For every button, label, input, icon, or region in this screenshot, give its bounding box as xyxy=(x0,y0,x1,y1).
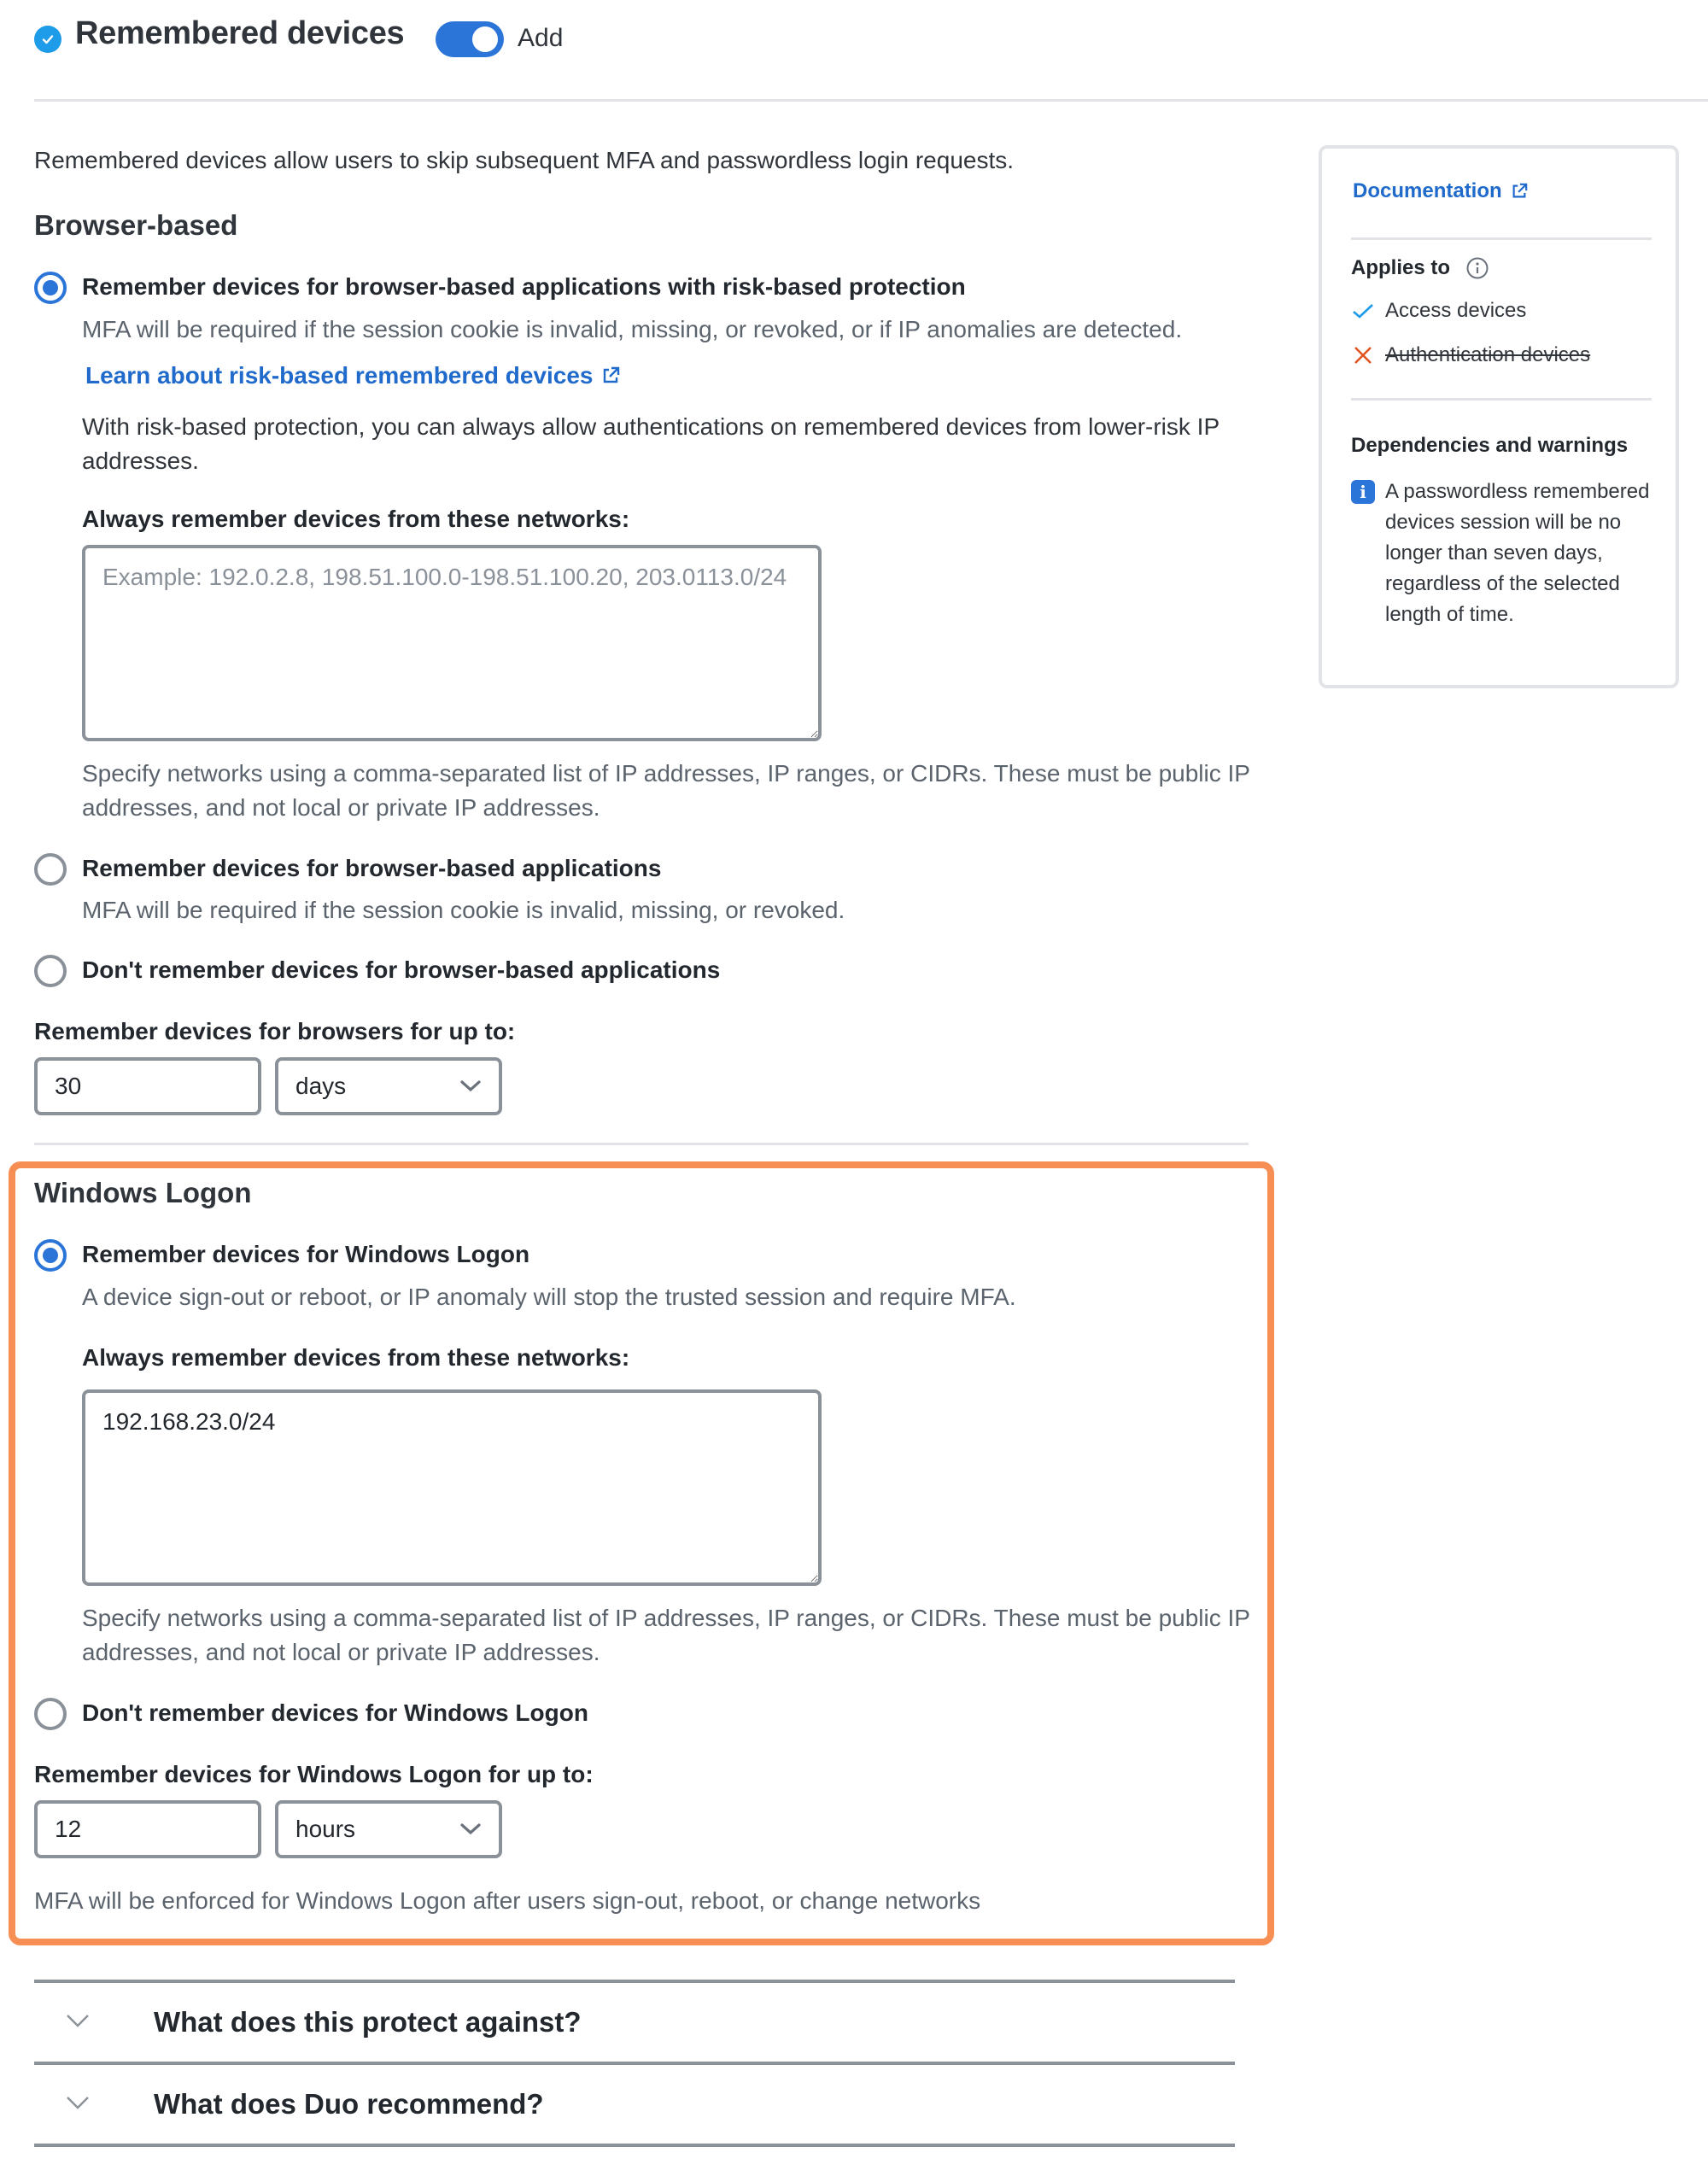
deps-warning xyxy=(1351,477,1650,630)
option-label: Remember devices for browser-based applications with risk-based protection xyxy=(82,273,966,300)
windows-duration-unit-select[interactable] xyxy=(275,1800,502,1858)
networks-label: Always remember devices from these networks: xyxy=(82,506,630,532)
header-divider xyxy=(34,99,1708,102)
option-label: Remember devices for Windows Logon xyxy=(82,1241,530,1267)
deps-heading: Dependencies and warnings xyxy=(1351,434,1629,457)
check-icon xyxy=(1351,301,1375,321)
info-card xyxy=(1319,145,1679,688)
chevron-down-icon xyxy=(34,2094,154,2115)
chevron-down-icon xyxy=(459,1079,482,1093)
networks-help: Specify networks using a comma-separated list of IP addresses, IP ranges, or CIDRs. These must be public IP addresses, and not local or private IP addresses. xyxy=(82,1605,1250,1665)
windows-heading: Windows Logon xyxy=(34,1177,252,1208)
card-divider xyxy=(1351,237,1652,240)
duration-label: Remember devices for Windows Logon for up to: xyxy=(34,1761,594,1787)
enabled-check-icon xyxy=(34,26,61,53)
windows-duration-input[interactable] xyxy=(34,1800,261,1858)
option-label: Don't remember devices for Windows Logon xyxy=(82,1699,588,1726)
radio-windows-remember[interactable] xyxy=(34,1239,67,1272)
duration-label: Remember devices for browsers for up to: xyxy=(34,1018,516,1044)
networks-help: Specify networks using a comma-separated list of IP addresses, IP ranges, or CIDRs. These must be public IP addresses, and not local or private IP addresses. xyxy=(82,760,1250,821)
risk-based-text: With risk-based protection, you can always allow authentications on remembered devices from lower-risk IP addresses. xyxy=(82,413,1220,474)
option-description: MFA will be required if the session cookie is invalid, missing, or revoked, or if IP anomalies are detected. xyxy=(82,316,1183,342)
browser-duration-input[interactable] xyxy=(34,1057,261,1115)
add-toggle[interactable] xyxy=(436,21,504,57)
applies-item-authentication xyxy=(1351,343,1590,367)
select-value: hours xyxy=(295,1816,356,1842)
link-label: Documentation xyxy=(1353,179,1502,202)
option-description: MFA will be required if the session cookie is invalid, missing, or revoked. xyxy=(82,897,845,923)
warning-text: A passwordless remembered devices session will be no longer than seven days, regardless of the selected length of time. xyxy=(1385,480,1650,626)
heading-text: Applies to xyxy=(1351,256,1451,279)
applies-label: Authentication devices xyxy=(1385,343,1591,366)
radio-windows-dont-remember[interactable] xyxy=(34,1698,67,1730)
browser-heading: Browser-based xyxy=(34,209,238,241)
page-title: Remembered devices xyxy=(75,15,405,51)
external-link-icon xyxy=(601,366,620,385)
section-divider xyxy=(34,1143,1249,1145)
chevron-down-icon xyxy=(459,1822,482,1836)
accordion-title: What does this protect against? xyxy=(154,2006,582,2038)
intro-text: Remembered devices allow users to skip subsequent MFA and passwordless login requests. xyxy=(34,147,1015,173)
option-label: Don't remember devices for browser-based applications xyxy=(82,956,721,983)
applies-to-heading xyxy=(1351,256,1489,280)
info-icon: i xyxy=(1351,480,1375,504)
accordion-protect-against[interactable] xyxy=(34,1983,1235,2062)
select-value: days xyxy=(295,1073,347,1099)
applies-label: Access devices xyxy=(1385,299,1527,322)
browser-networks-textarea[interactable] xyxy=(82,545,822,741)
link-label: Learn about risk-based remembered devices xyxy=(85,362,594,389)
external-link-icon xyxy=(1511,183,1528,200)
browser-duration-unit-select[interactable] xyxy=(275,1057,502,1115)
toggle-label: Add xyxy=(518,24,564,52)
windows-networks-textarea[interactable] xyxy=(82,1389,822,1586)
documentation-link[interactable] xyxy=(1353,179,1528,203)
option-label: Remember devices for browser-based applications xyxy=(82,855,662,881)
card-divider xyxy=(1351,398,1652,401)
radio-browser-remember[interactable] xyxy=(34,853,67,886)
applies-item-access xyxy=(1351,299,1526,323)
option-description: A device sign-out or reboot, or IP anomaly will stop the trusted session and require MFA. xyxy=(82,1284,1016,1310)
info-circle-icon[interactable] xyxy=(1465,256,1489,280)
learn-risk-based-link[interactable] xyxy=(85,362,620,389)
windows-footer-note: MFA will be enforced for Windows Logon after users sign-out, reboot, or change networks xyxy=(34,1887,981,1914)
chevron-down-icon xyxy=(34,2012,154,2033)
radio-browser-dont-remember[interactable] xyxy=(34,955,67,987)
radio-browser-risk-based[interactable] xyxy=(34,272,67,304)
networks-label: Always remember devices from these networks: xyxy=(82,1344,630,1371)
cross-icon xyxy=(1351,345,1375,366)
accordion-title: What does Duo recommend? xyxy=(154,2088,544,2120)
accordion-duo-recommend[interactable] xyxy=(34,2065,1235,2144)
accordion-divider xyxy=(34,2144,1235,2147)
